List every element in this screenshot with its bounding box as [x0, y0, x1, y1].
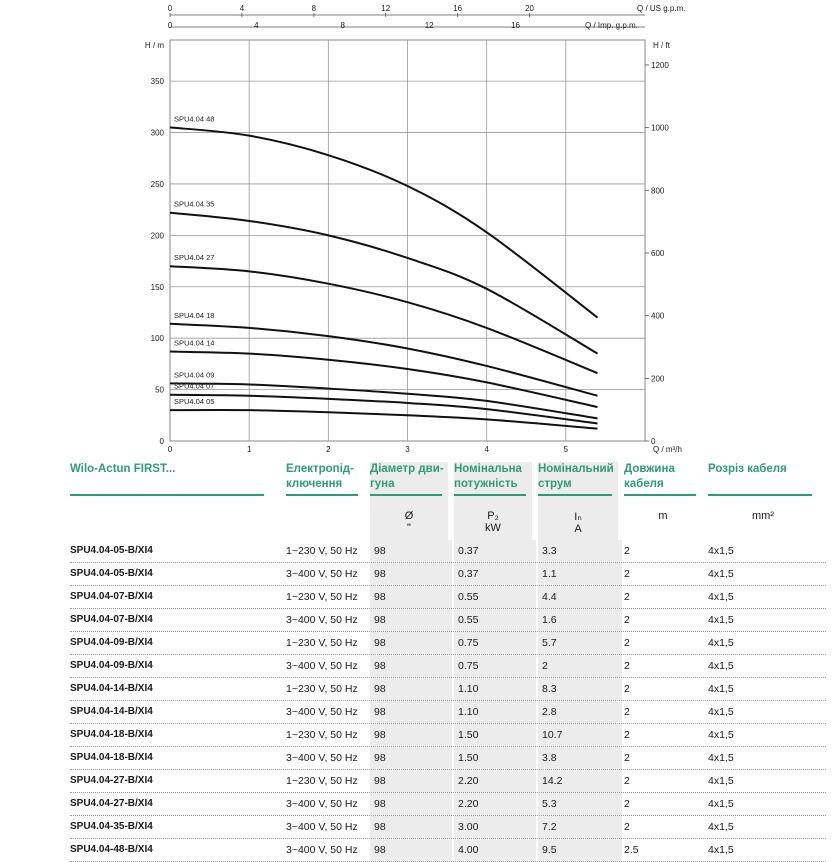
top-imp-tick-label: 16: [511, 21, 520, 30]
table-row: [70, 724, 826, 747]
value-cell: 4x1,5: [708, 545, 734, 557]
series-label: SPU4.04 18: [174, 310, 215, 320]
x-tick-label: 3: [405, 445, 410, 454]
model-name-cell: SPU4.04-18-B/XI4: [70, 752, 153, 763]
y-right-tick-label: 600: [651, 248, 665, 258]
value-cell: 5.7: [538, 632, 622, 654]
header-unit: mm²: [752, 510, 774, 522]
top-imp-tick-label: 8: [340, 21, 345, 30]
series-label: SPU4.04 48: [174, 114, 215, 124]
value-cell: 0.37: [454, 563, 536, 585]
header-unit: m: [658, 510, 668, 522]
y-tick-label: 200: [150, 231, 164, 241]
value-cell: 3~400 V, 50 Hz: [286, 614, 358, 626]
table-row: [70, 586, 826, 609]
value-cell: 2: [624, 798, 630, 810]
value-cell: 2.5: [624, 844, 639, 856]
top-us-tick-label: 16: [453, 4, 463, 13]
y-right-tick-label: 200: [651, 374, 665, 384]
value-cell: 4x1,5: [708, 775, 734, 787]
top-imp-axis-label: Q / Imp. g.p.m.: [585, 21, 638, 30]
value-cell: 98: [370, 540, 452, 562]
top-us-tick-label: 20: [525, 4, 535, 13]
value-cell: 4x1,5: [708, 683, 734, 695]
value-cell: 98: [370, 701, 452, 723]
value-cell: 2: [624, 568, 630, 580]
value-cell: 2: [624, 614, 630, 626]
value-cell: 14.2: [538, 770, 622, 792]
value-cell: 98: [370, 793, 452, 815]
series-label: SPU4.04 14: [174, 338, 215, 348]
value-cell: 3~400 V, 50 Hz: [286, 752, 358, 764]
value-cell: 98: [370, 724, 452, 746]
value-cell: 2: [624, 591, 630, 603]
value-cell: 98: [370, 655, 452, 677]
value-cell: 3.8: [538, 747, 622, 769]
series-label: SPU4.04 09: [174, 370, 215, 380]
value-cell: 2: [624, 683, 630, 695]
table-row: [70, 747, 826, 770]
value-cell: 3~400 V, 50 Hz: [286, 821, 358, 833]
top-us-tick-label: 0: [167, 4, 173, 13]
value-cell: 4x1,5: [708, 844, 734, 856]
value-cell: 1.10: [454, 701, 536, 723]
value-cell: 0.55: [454, 609, 536, 631]
value-cell: 1~230 V, 50 Hz: [286, 637, 358, 649]
model-name-cell: SPU4.04-05-B/XI4: [70, 568, 153, 579]
y-right-tick-label: 0: [651, 437, 656, 446]
value-cell: 1.6: [538, 609, 622, 631]
value-cell: 4x1,5: [708, 821, 734, 833]
value-cell: 2.20: [454, 770, 536, 792]
value-cell: 4x1,5: [708, 660, 734, 672]
value-cell: 98: [370, 816, 452, 838]
y-right-tick-label: 800: [651, 186, 665, 196]
model-name-cell: SPU4.04-07-B/XI4: [70, 614, 153, 625]
value-cell: 3~400 V, 50 Hz: [286, 706, 358, 718]
value-cell: 2: [624, 545, 630, 557]
header-cell: Wilo-Actun FIRST...: [70, 463, 176, 475]
header-unit: Ø ": [404, 510, 414, 534]
value-cell: 2: [624, 660, 630, 672]
table-row: [70, 793, 826, 816]
value-cell: 4x1,5: [708, 637, 734, 649]
value-cell: 3~400 V, 50 Hz: [286, 568, 358, 580]
header-underline: [708, 494, 812, 496]
table-row: [70, 563, 826, 586]
value-cell: 1~230 V, 50 Hz: [286, 545, 358, 557]
model-name-cell: SPU4.04-05-B/XI4: [70, 545, 153, 556]
value-cell: 98: [370, 678, 452, 700]
series-label: SPU4.04 07: [174, 381, 215, 391]
y-tick-label: 150: [150, 282, 164, 292]
value-cell: 98: [370, 632, 452, 654]
y-right-tick-label: 1200: [651, 60, 669, 70]
value-cell: 3.00: [454, 816, 536, 838]
model-name-cell: SPU4.04-27-B/XI4: [70, 798, 153, 809]
series-label: SPU4.04 27: [174, 253, 215, 263]
y-tick-label: 300: [150, 128, 164, 138]
x-axis-label: Q / m³/h: [653, 445, 682, 454]
y-right-tick-label: 1000: [651, 123, 669, 133]
header-underline: [624, 494, 696, 496]
table-row: [70, 540, 826, 563]
y-tick-label: 250: [150, 179, 164, 189]
table-row: [70, 839, 826, 862]
x-tick-label: 2: [326, 445, 331, 454]
value-cell: 4x1,5: [708, 798, 734, 810]
header-underline: [370, 494, 442, 496]
value-cell: 4x1,5: [708, 614, 734, 626]
header-cell: Довжина кабеля: [624, 463, 675, 490]
header-unit: Iₙ A: [574, 511, 582, 535]
top-us-tick-label: 4: [239, 4, 245, 13]
series-label: SPU4.04 05: [174, 397, 215, 407]
model-name-cell: SPU4.04-09-B/XI4: [70, 660, 153, 671]
x-tick-label: 4: [484, 445, 489, 454]
header-underline: [286, 494, 358, 496]
value-cell: 2: [624, 752, 630, 764]
value-cell: 0.55: [454, 586, 536, 608]
value-cell: 98: [370, 586, 452, 608]
table-header: [70, 462, 826, 540]
value-cell: 4x1,5: [708, 752, 734, 764]
series-label: SPU4.04 35: [174, 199, 215, 209]
value-cell: 1.1: [538, 563, 622, 585]
model-name-cell: SPU4.04-48-B/XI4: [70, 844, 153, 855]
value-cell: 1.50: [454, 724, 536, 746]
top-imp-tick-label: 4: [254, 21, 259, 30]
value-cell: 1~230 V, 50 Hz: [286, 683, 358, 695]
table-row: [70, 609, 826, 632]
model-name-cell: SPU4.04-35-B/XI4: [70, 821, 153, 832]
value-cell: 4.00: [454, 839, 536, 861]
value-cell: 2.20: [454, 793, 536, 815]
model-name-cell: SPU4.04-18-B/XI4: [70, 729, 153, 740]
table-row: [70, 678, 826, 701]
value-cell: 10.7: [538, 724, 622, 746]
table-row: [70, 632, 826, 655]
header-unit: P₂ kW: [485, 510, 501, 534]
curve-spu4.04-48: [170, 127, 598, 317]
value-cell: 9.5: [538, 839, 622, 861]
value-cell: 0.75: [454, 632, 536, 654]
value-cell: 5.3: [538, 793, 622, 815]
value-cell: 2: [538, 655, 622, 677]
value-cell: 2: [624, 729, 630, 741]
value-cell: 4x1,5: [708, 568, 734, 580]
value-cell: 3~400 V, 50 Hz: [286, 798, 358, 810]
header-cell: Діаметр дви-гуна: [370, 463, 444, 490]
value-cell: 98: [370, 747, 452, 769]
curve-spu4.04-14: [170, 352, 598, 408]
top-imp-tick-label: 12: [424, 21, 434, 30]
value-cell: 2: [624, 775, 630, 787]
x-tick-label: 5: [563, 445, 569, 454]
curve-spu4.04-27: [170, 266, 598, 373]
model-name-cell: SPU4.04-09-B/XI4: [70, 637, 153, 648]
value-cell: 1~230 V, 50 Hz: [286, 729, 358, 741]
value-cell: 3.3: [538, 540, 622, 562]
value-cell: 0.75: [454, 655, 536, 677]
curve-spu4.04-35: [170, 213, 598, 354]
top-imp-tick-label: 0: [167, 21, 173, 30]
value-cell: 2: [624, 706, 630, 718]
curve-spu4.04-05: [170, 410, 598, 429]
table-row: [70, 770, 826, 793]
table-body: [70, 540, 826, 862]
header-cell: Номінальна потужність: [454, 463, 522, 490]
top-us-axis-label: Q / US g.p.m.: [637, 4, 686, 13]
value-cell: 1~230 V, 50 Hz: [286, 591, 358, 603]
x-tick-label: 0: [167, 445, 173, 454]
y-tick-label: 50: [155, 385, 164, 395]
model-name-cell: SPU4.04-07-B/XI4: [70, 591, 153, 602]
y-right-axis-label: H / ft: [653, 41, 670, 50]
table-row: [70, 655, 826, 678]
table-row: [70, 816, 826, 839]
value-cell: 2.8: [538, 701, 622, 723]
value-cell: 8.3: [538, 678, 622, 700]
value-cell: 1.50: [454, 747, 536, 769]
value-cell: 98: [370, 609, 452, 631]
model-name-cell: SPU4.04-14-B/XI4: [70, 706, 153, 717]
value-cell: 4x1,5: [708, 729, 734, 741]
value-cell: 2: [624, 637, 630, 649]
value-cell: 1.10: [454, 678, 536, 700]
top-us-tick-label: 12: [381, 4, 391, 13]
header-underline: [70, 494, 264, 496]
value-cell: 4x1,5: [708, 591, 734, 603]
header-underline: [454, 494, 526, 496]
header-cell: Номінальний струм: [538, 463, 614, 490]
value-cell: 4x1,5: [708, 706, 734, 718]
value-cell: 98: [370, 839, 452, 861]
value-cell: 98: [370, 770, 452, 792]
y-tick-label: 350: [150, 77, 164, 87]
x-tick-label: 1: [246, 445, 252, 454]
value-cell: 7.2: [538, 816, 622, 838]
header-underline: [538, 494, 612, 496]
y-axis-label: H / m: [144, 41, 164, 50]
y-tick-label: 100: [150, 334, 164, 344]
value-cell: 0.37: [454, 540, 536, 562]
value-cell: 3~400 V, 50 Hz: [286, 844, 358, 856]
model-name-cell: SPU4.04-27-B/XI4: [70, 775, 153, 786]
model-name-cell: SPU4.04-14-B/XI4: [70, 683, 153, 694]
value-cell: 98: [370, 563, 452, 585]
top-us-tick-label: 8: [311, 4, 317, 13]
value-cell: 1~230 V, 50 Hz: [286, 775, 358, 787]
pump-specs-table: [70, 462, 826, 862]
y-right-tick-label: 400: [651, 311, 665, 321]
y-tick-label: 0: [159, 437, 164, 446]
value-cell: 3~400 V, 50 Hz: [286, 660, 358, 672]
header-cell: Електропід-ключення: [286, 463, 354, 490]
table-row: [70, 701, 826, 724]
value-cell: 4.4: [538, 586, 622, 608]
header-cell: Розріз кабеля: [708, 463, 787, 475]
value-cell: 2: [624, 821, 630, 833]
